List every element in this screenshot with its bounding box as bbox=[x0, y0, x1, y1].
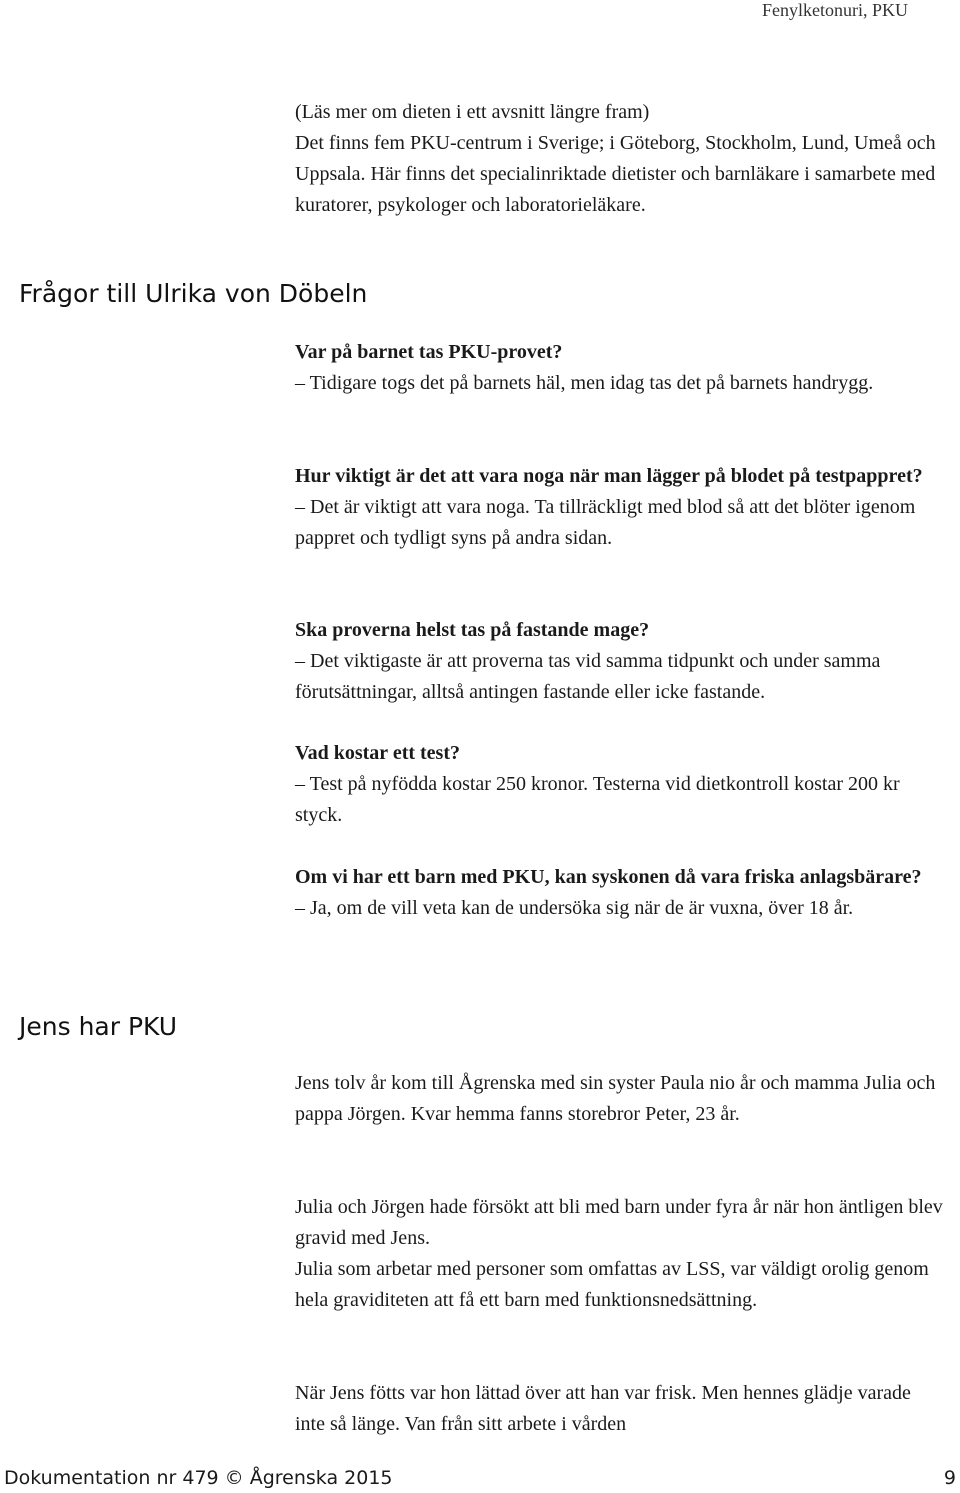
intro-line: (Läs mer om dieten i ett avsnitt längre fram) bbox=[295, 101, 650, 123]
question: Hur viktigt är det att vara noga när man lägger på blodet på testpappret? bbox=[295, 465, 923, 487]
running-head: Fenylketonuri, PKU bbox=[762, 0, 908, 20]
answer: – Tidigare togs det på barnets häl, men idag tas det på barnets handrygg. bbox=[295, 372, 874, 394]
footer-credit: Dokumentation nr 479 © Ågrenska 2015 bbox=[4, 1467, 393, 1489]
story-text: Julia och Jörgen hade försökt att bli med barn under fyra år när hon äntligen blev gravid med Jens. bbox=[295, 1196, 943, 1249]
page-number: 9 bbox=[943, 1467, 956, 1489]
answer: – Det viktigaste är att proverna tas vid samma tidpunkt och under samma förutsättningar, alltså antingen fastande eller icke fastande. bbox=[295, 650, 881, 703]
intro-block bbox=[295, 97, 945, 221]
answer: – Det är viktigt att vara noga. Ta tillräckligt med blod så att det blöter igenom pappret och tydligt syns på andra sidan. bbox=[295, 496, 916, 549]
qa-item bbox=[295, 615, 945, 708]
intro-paragraph: Det finns fem PKU-centrum i Sverige; i Göteborg, Stockholm, Lund, Umeå och Uppsala. Här finns det specialinriktade dietister och barnläkare i samarbete med kuratorer, psykologer och laboratorieläkare. bbox=[295, 132, 936, 216]
story-text: Jens tolv år kom till Ågrenska med sin syster Paula nio år och mamma Julia och pappa Jörgen. Kvar hemma fanns storebror Peter, 23 år. bbox=[295, 1072, 936, 1125]
qa-item bbox=[295, 337, 945, 399]
question: Ska proverna helst tas på fastande mage? bbox=[295, 619, 650, 641]
question: Vad kostar ett test? bbox=[295, 742, 460, 764]
answer: – Test på nyfödda kostar 250 kronor. Testerna vid dietkontroll kostar 200 kr styck. bbox=[295, 773, 900, 826]
qa-item bbox=[295, 461, 945, 554]
story-text: När Jens fötts var hon lättad över att han var frisk. Men hennes glädje varade inte så länge. Van från sitt arbete i vården bbox=[295, 1382, 911, 1435]
story-paragraph bbox=[295, 1068, 945, 1130]
story-paragraph bbox=[295, 1378, 945, 1440]
story-paragraph bbox=[295, 1192, 945, 1316]
question: Var på barnet tas PKU-provet? bbox=[295, 341, 563, 363]
question: Om vi har ett barn med PKU, kan syskonen då vara friska anlagsbärare? bbox=[295, 866, 922, 888]
qa-item bbox=[295, 738, 945, 831]
qa-item bbox=[295, 862, 945, 924]
answer: – Ja, om de vill veta kan de undersöka sig när de är vuxna, över 18 år. bbox=[295, 897, 854, 919]
story-text: Julia som arbetar med personer som omfattas av LSS, var väldigt orolig genom hela graviditeten att få ett barn med funktionsnedsättning. bbox=[295, 1258, 929, 1311]
section-heading-jens: Jens har PKU bbox=[19, 1012, 178, 1041]
section-heading-questions: Frågor till Ulrika von Döbeln bbox=[19, 279, 368, 308]
